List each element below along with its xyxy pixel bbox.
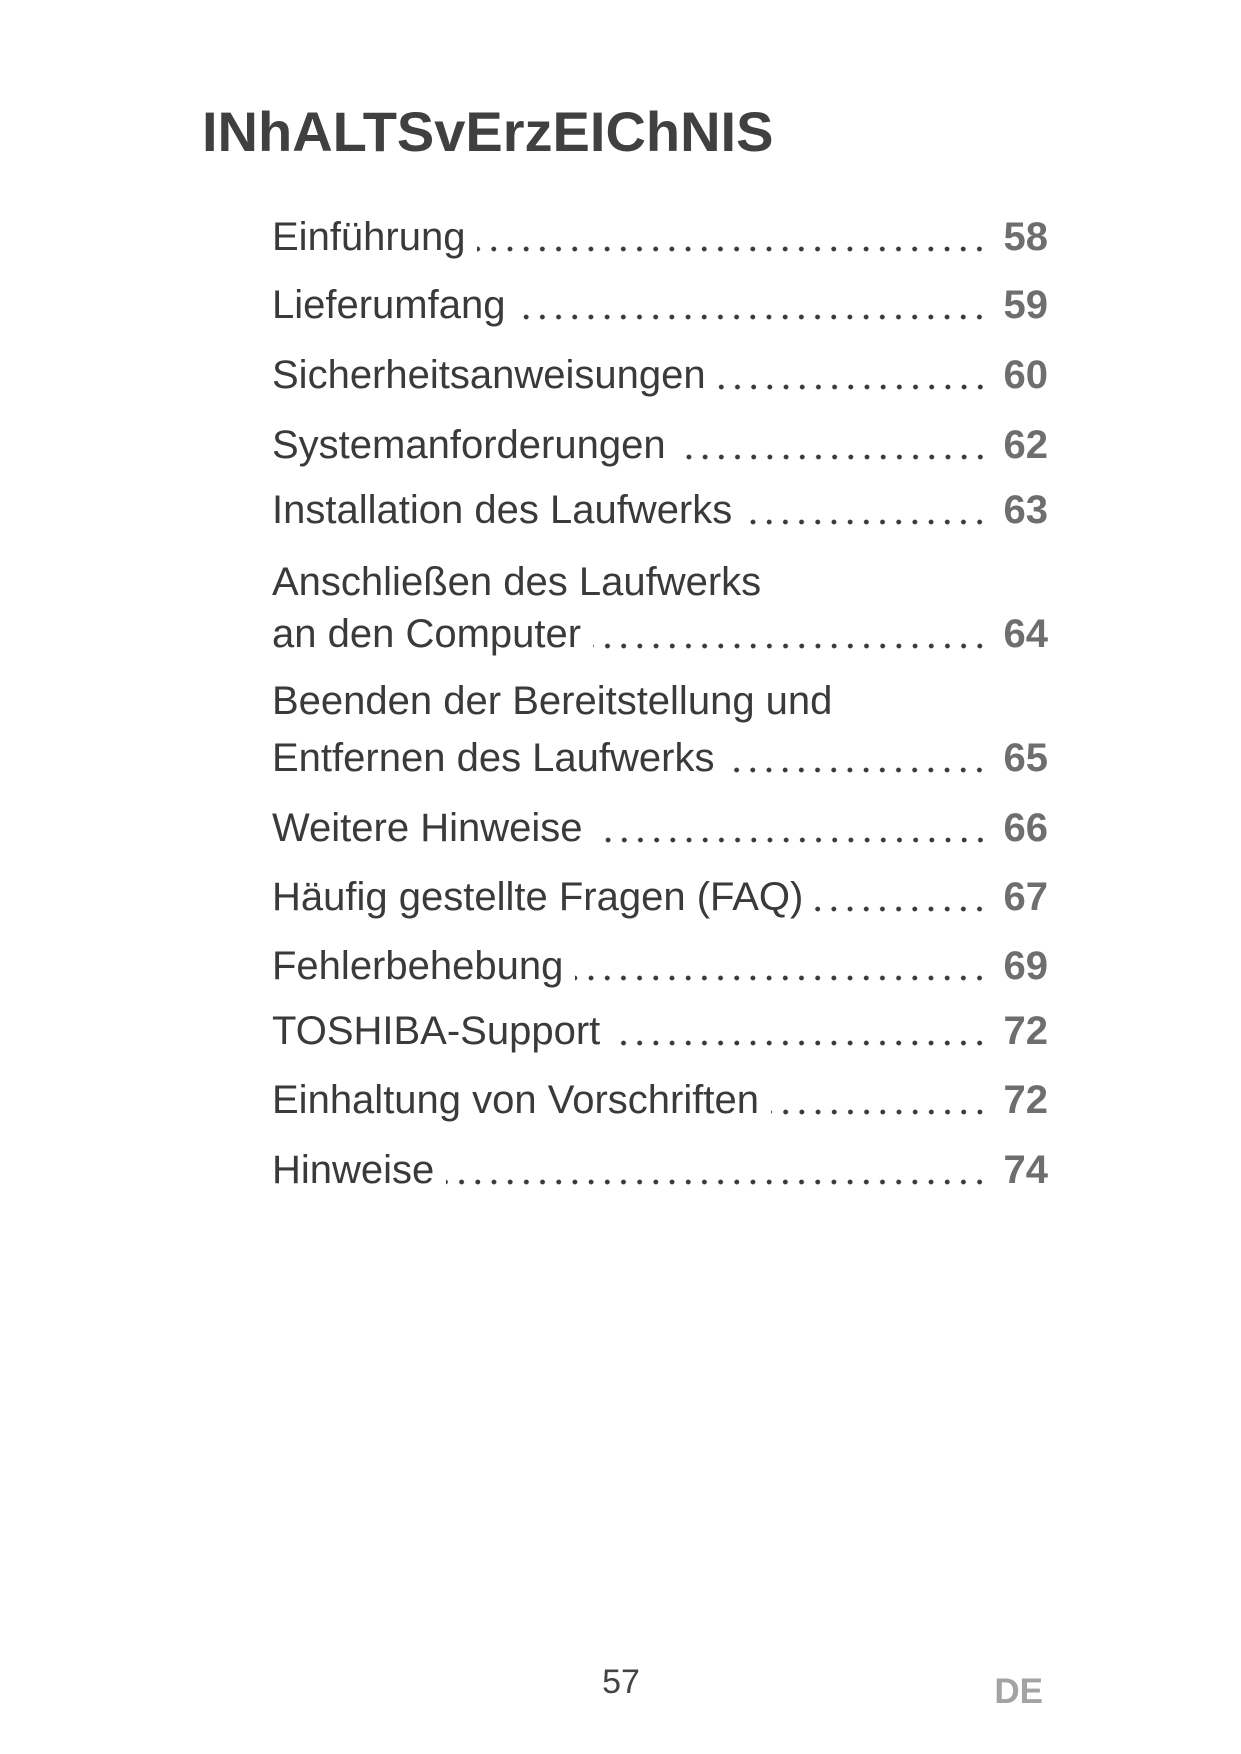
toc-entry-anschliessen-line1: [272, 558, 1048, 606]
toc-entry-title: Beenden der Bereitstellung und: [272, 679, 833, 723]
toc-entry-title: Systemanforderungen: [272, 423, 666, 467]
toc-entry-title: Sicherheitsanweisungen: [272, 353, 706, 397]
toc-entry-page: 74: [1003, 1148, 1048, 1192]
toc-entry-title: TOSHIBA-Support: [272, 1009, 601, 1053]
dot-leader: [744, 518, 988, 526]
toc-entry-weitere-hinweise: [272, 804, 1048, 852]
toc-entry-faq: [272, 873, 1048, 921]
dot-leader: [477, 245, 988, 253]
dot-leader: [771, 1108, 988, 1116]
toc-entry-page: 63: [1003, 488, 1048, 532]
toc-entry-title: Einführung: [272, 215, 466, 259]
toc-entry-page: 60: [1003, 353, 1048, 397]
toc-entry-systemanforderungen: [272, 421, 1048, 469]
dot-leader: [517, 313, 988, 321]
toc-entry-page: 69: [1003, 944, 1048, 988]
language-code: DE: [994, 1672, 1043, 1711]
dot-leader: [446, 1178, 988, 1186]
toc-entry-page: 65: [1003, 736, 1048, 780]
toc-entry-vorschriften: [272, 1076, 1048, 1124]
page-number: 57: [602, 1663, 640, 1701]
toc-entry-page: 72: [1003, 1009, 1048, 1053]
toc-entry-page: 64: [1003, 612, 1048, 656]
toc-entry-title: Lieferumfang: [272, 283, 506, 327]
toc-entry-title: Fehlerbehebung: [272, 944, 564, 988]
toc-entry-beenden: [272, 734, 1048, 782]
dot-leader: [815, 905, 988, 913]
toc-entry-title: Hinweise: [272, 1148, 435, 1192]
toc-entry-page: 58: [1003, 215, 1048, 259]
toc-entry-title: Häufig gestellte Fragen (FAQ): [272, 875, 804, 919]
toc-entry-fehlerbehebung: [272, 942, 1048, 990]
toc-entry-title: Weitere Hinweise: [272, 806, 583, 850]
toc-entry-sicherheitsanweisungen: [272, 351, 1048, 399]
toc-entry-anschliessen: [272, 610, 1048, 658]
toc-entry-beenden-line1: [272, 677, 1048, 725]
dot-leader: [593, 642, 988, 650]
dot-leader: [726, 766, 988, 774]
dot-leader: [575, 974, 988, 982]
toc-entry-page: 67: [1003, 875, 1048, 919]
dot-leader: [678, 453, 988, 461]
toc-entry-page: 59: [1003, 283, 1048, 327]
toc-entry-installation: [272, 486, 1048, 534]
dot-leader: [612, 1039, 988, 1047]
toc-entry-page: 66: [1003, 806, 1048, 850]
toc-entry-toshiba-support: [272, 1007, 1048, 1055]
toc-entry-einfuehrung: [272, 213, 1048, 261]
toc-entry-title: Anschließen des Laufwerks: [272, 560, 762, 604]
toc-entry-hinweise: [272, 1146, 1048, 1194]
dot-leader: [718, 383, 988, 391]
toc-entry-page: 72: [1003, 1078, 1048, 1122]
toc-entry-lieferumfang: [272, 281, 1048, 329]
toc-entry-title: Installation des Laufwerks: [272, 488, 733, 532]
page-title: INhALTSvErzEIChNIS: [202, 100, 774, 163]
toc-entry-page: 62: [1003, 423, 1048, 467]
toc-entry-title: an den Computer: [272, 612, 582, 656]
toc-entry-title: Entfernen des Laufwerks: [272, 736, 715, 780]
toc-entry-title: Einhaltung von Vorschriften: [272, 1078, 759, 1122]
dot-leader: [595, 836, 989, 844]
